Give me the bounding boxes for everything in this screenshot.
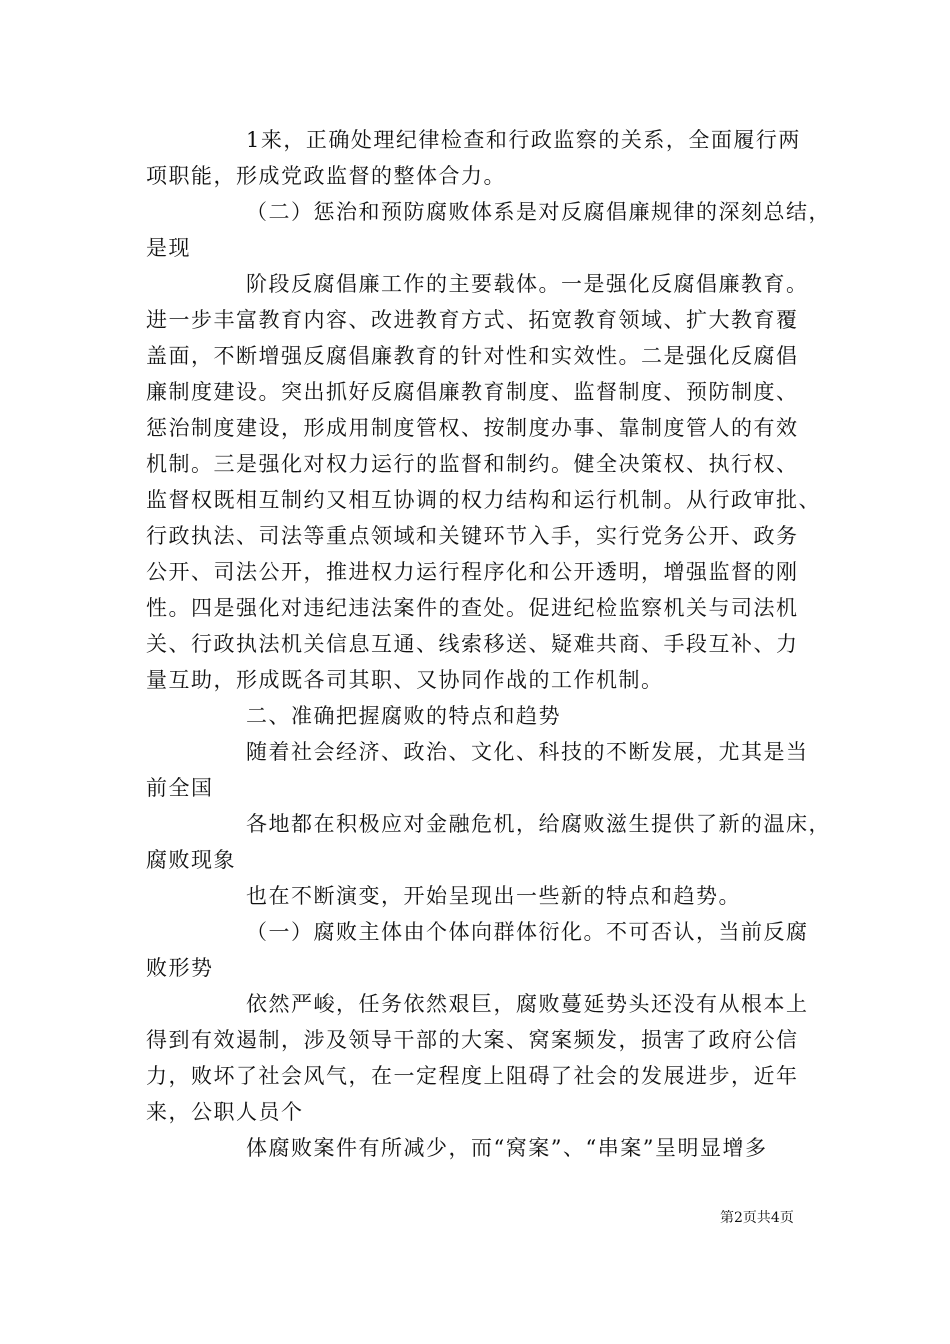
paragraph-line: 行政执法、司法等重点领域和关键环节入手，实行党务公开、政务 bbox=[146, 524, 799, 548]
paragraph-line: 随着社会经济、政治、文化、科技的不断发展，尤其是当 bbox=[246, 740, 809, 764]
paragraph-line: 败形势 bbox=[146, 956, 214, 980]
paragraph-line: 前全国 bbox=[146, 776, 214, 800]
paragraph-line: 也在不断演变，开始呈现出一些新的特点和趋势。 bbox=[246, 884, 741, 908]
paragraph-line: （一）腐败主体由个体向群体衍化。不可否认，当前反腐 bbox=[246, 920, 809, 944]
paragraph-line: 进一步丰富教育内容、改进教育方式、拓宽教育领域、扩大教育覆 bbox=[146, 308, 799, 332]
paragraph-line: 各地都在积极应对金融危机，给腐败滋生提供了新的温床， bbox=[246, 812, 831, 836]
paragraph-line: 得到有效遏制，涉及领导干部的大案、窝案频发，损害了政府公信 bbox=[146, 1028, 799, 1052]
paragraph-line: 惩治制度建设，形成用制度管权、按制度办事、靠制度管人的有效 bbox=[146, 416, 799, 440]
section-heading: 二、准确把握腐败的特点和趋势 bbox=[246, 704, 561, 728]
paragraph-line: 关、行政执法机关信息互通、线索移送、疑难共商、手段互补、力 bbox=[146, 632, 799, 656]
paragraph-line: 是现 bbox=[146, 236, 191, 260]
paragraph-line: （二）惩治和预防腐败体系是对反腐倡廉规律的深刻总结， bbox=[246, 200, 831, 224]
paragraph-line: 力，败坏了社会风气，在一定程度上阻碍了社会的发展进步，近年 bbox=[146, 1064, 799, 1088]
paragraph-line: 机制。三是强化对权力运行的监督和制约。健全决策权、执行权、 bbox=[146, 452, 799, 476]
paragraph-line: 监督权既相互制约又相互协调的权力结构和运行机制。从行政审批、 bbox=[146, 488, 821, 512]
page-number: 第2页共4页 bbox=[720, 1210, 794, 1226]
paragraph-line: 廉制度建设。突出抓好反腐倡廉教育制度、监督制度、预防制度、 bbox=[146, 380, 799, 404]
paragraph-line: 依然严峻，任务依然艰巨，腐败蔓延势头还没有从根本上 bbox=[246, 992, 809, 1016]
paragraph-line: 量互助，形成既各司其职、又协同作战的工作机制。 bbox=[146, 668, 664, 692]
paragraph-line: 体腐败案件有所减少，而“窝案”、“串案”呈明显增多 bbox=[246, 1136, 768, 1160]
paragraph-line: 腐败现象 bbox=[146, 848, 236, 872]
paragraph-line: 1来，正确处理纪律检查和行政监察的关系，全面履行两 bbox=[246, 128, 801, 152]
paragraph-line: 阶段反腐倡廉工作的主要载体。一是强化反腐倡廉教育。 bbox=[246, 272, 809, 296]
paragraph-line: 项职能，形成党政监督的整体合力。 bbox=[146, 164, 506, 188]
paragraph-line: 性。四是强化对违纪违法案件的查处。促进纪检监察机关与司法机 bbox=[146, 596, 799, 620]
paragraph-line: 公开、司法公开，推进权力运行程序化和公开透明，增强监督的刚 bbox=[146, 560, 799, 584]
paragraph-line: 来，公职人员个 bbox=[146, 1100, 304, 1124]
paragraph-line: 盖面，不断增强反腐倡廉教育的针对性和实效性。二是强化反腐倡 bbox=[146, 344, 799, 368]
